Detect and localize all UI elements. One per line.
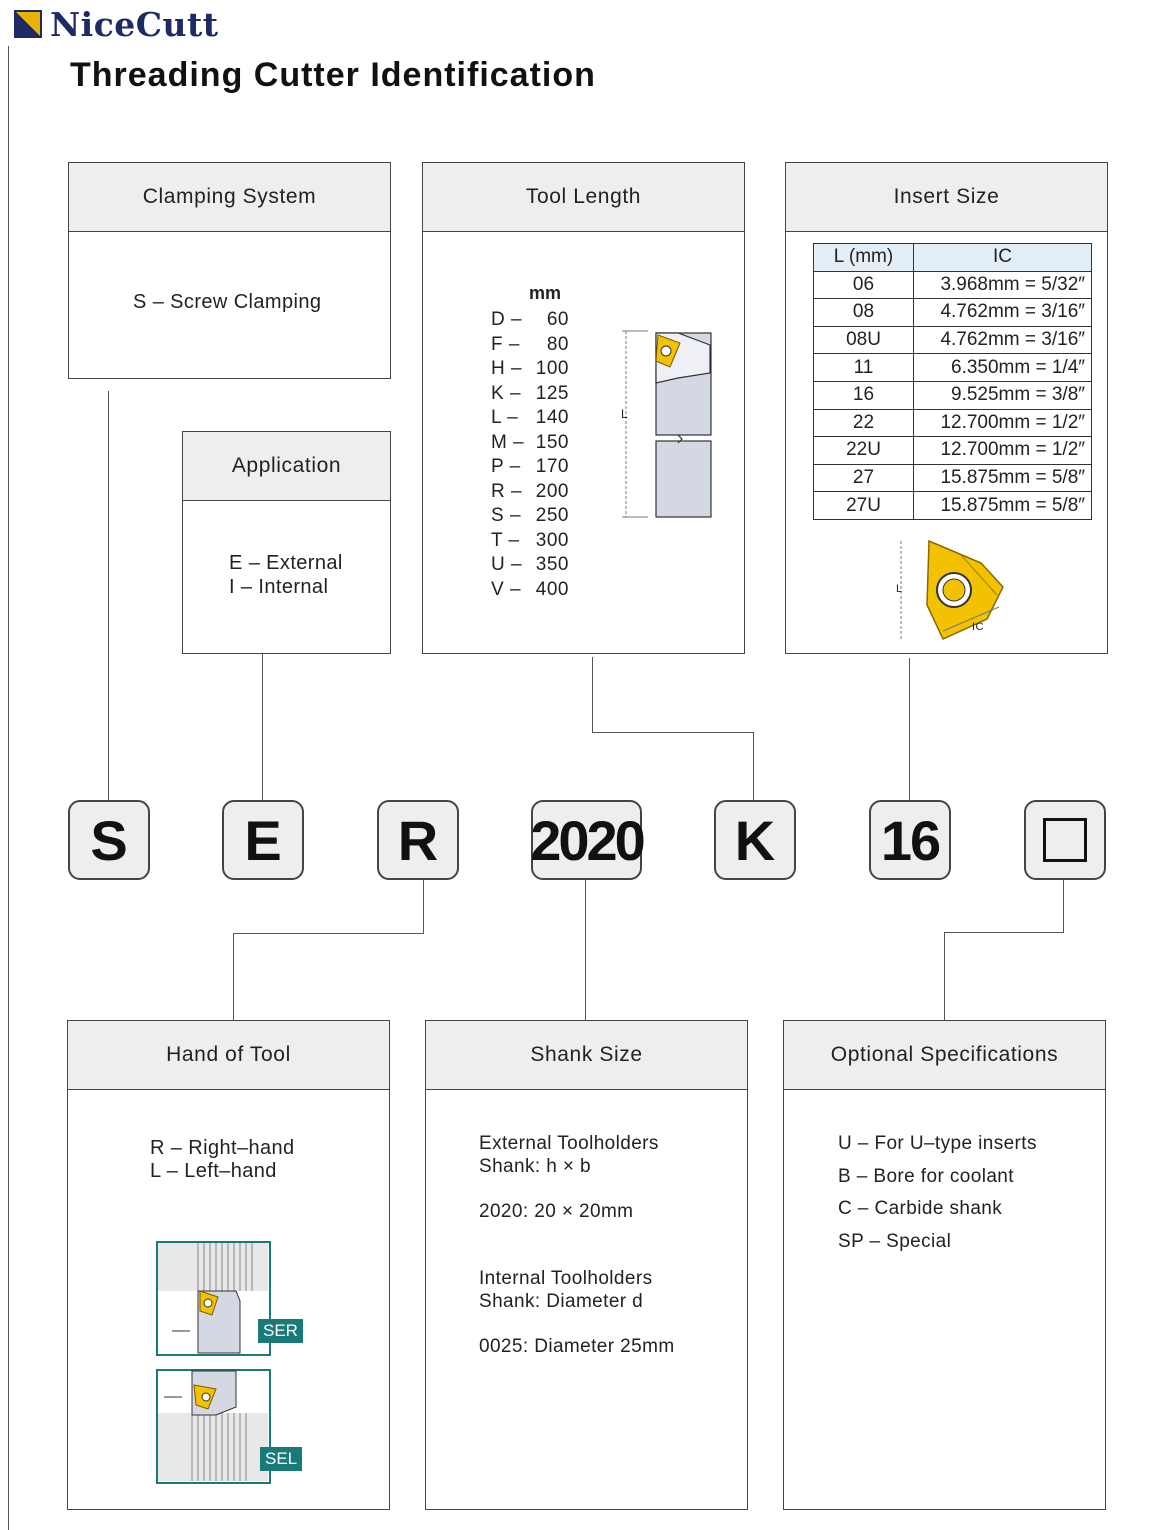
list-item: K – 125: [491, 382, 569, 404]
page-title: Threading Cutter Identification: [70, 56, 596, 94]
list-item: H – 100: [491, 358, 569, 379]
code-part-optional: [1024, 800, 1106, 880]
tool-holder-illustration: [618, 323, 718, 523]
list-item: S – 250: [491, 505, 569, 526]
tool-length-box: [422, 162, 745, 654]
empty-square-icon: [1043, 818, 1087, 862]
list-item: L – 140: [491, 407, 569, 428]
connector-line: [909, 658, 910, 800]
shank-line: External Toolholders: [479, 1133, 659, 1154]
application-item-internal: I – Internal: [229, 576, 329, 598]
table-row: 22U 12.700mm = 1/2″: [814, 437, 1092, 465]
connector-line: [592, 657, 593, 733]
insert-ic-label: IC: [972, 621, 984, 633]
connector-line: [423, 880, 424, 934]
brand-name: NiceCutt: [50, 4, 219, 44]
optional-specifications-heading: Optional Specifications: [784, 1021, 1105, 1090]
insert-illustration: [891, 535, 1011, 645]
clamping-system-box: [68, 162, 391, 379]
column-header-ic: IC: [914, 244, 1092, 272]
shank-size-box: [425, 1020, 748, 1510]
shank-size-heading: Shank Size: [426, 1021, 747, 1090]
ser-illustration: [156, 1241, 272, 1357]
code-part-16: 16: [869, 800, 951, 880]
connector-line: [944, 932, 1064, 933]
hand-item-right: R – Right–hand: [150, 1137, 295, 1159]
connector-line: [753, 732, 754, 800]
connector-line: [592, 732, 754, 733]
connector-line: [1063, 880, 1064, 933]
application-heading: Application: [183, 432, 390, 501]
logo-mark-icon: [14, 10, 42, 38]
list-item: C – Carbide shank: [838, 1198, 1003, 1219]
application-box: [182, 431, 391, 654]
connector-line: [108, 391, 109, 800]
code-part-2020: 2020: [531, 800, 642, 880]
list-item: R – 200: [491, 480, 569, 502]
clamping-item: S – Screw Clamping: [133, 291, 322, 313]
sel-illustration: [156, 1369, 272, 1485]
table-row: 06 3.968mm = 5/32″: [814, 271, 1092, 299]
tool-length-unit: mm: [529, 283, 562, 303]
table-row: 08 4.762mm = 3/16″: [814, 299, 1092, 327]
connector-line: [262, 654, 263, 800]
tool-length-l-label: L: [621, 407, 629, 421]
shank-line: Internal Toolholders: [479, 1268, 653, 1289]
insert-size-heading: Insert Size: [786, 163, 1107, 232]
shank-line: 2020: 20 × 20mm: [479, 1201, 634, 1222]
insert-l-label: L: [896, 583, 903, 595]
table-row: 27U 15.875mm = 5/8″: [814, 492, 1092, 520]
table-row: 22 12.700mm = 1/2″: [814, 409, 1092, 437]
tool-length-list: [491, 309, 569, 603]
clamping-system-heading: Clamping System: [69, 163, 390, 232]
table-row: 27 15.875mm = 5/8″: [814, 464, 1092, 492]
list-item: D – 60: [491, 309, 569, 330]
list-item: F – 80: [491, 333, 569, 355]
list-item: SP – Special: [838, 1230, 952, 1252]
hand-item-left: L – Left–hand: [150, 1160, 277, 1182]
list-item: U – 350: [491, 554, 569, 575]
list-item: M – 150: [491, 431, 569, 453]
list-item: P – 170: [491, 456, 569, 477]
list-item: U – For U–type inserts: [838, 1133, 1037, 1154]
column-header-l: L (mm): [814, 244, 914, 272]
table-row: 16 9.525mm = 3/8″: [814, 381, 1092, 409]
table-row: 11 6.350mm = 1/4″: [814, 354, 1092, 382]
insert-size-box: [785, 162, 1108, 654]
optional-list: [838, 1133, 1037, 1263]
optional-specifications-box: [783, 1020, 1106, 1510]
left-border-line: [8, 46, 9, 1530]
tool-length-heading: Tool Length: [423, 163, 744, 232]
table-header-row: [814, 244, 1092, 272]
shank-line: 0025: Diameter 25mm: [479, 1336, 675, 1357]
brand-logo: [14, 4, 219, 44]
table-row: 08U 4.762mm = 3/16″: [814, 326, 1092, 354]
code-part-k: K: [714, 800, 796, 880]
insert-size-table: [813, 243, 1092, 520]
shank-line: Shank: Diameter d: [479, 1291, 644, 1312]
hand-of-tool-box: [67, 1020, 390, 1510]
code-part-s: S: [68, 800, 150, 880]
list-item: T – 300: [491, 529, 569, 551]
hand-of-tool-heading: Hand of Tool: [68, 1021, 389, 1090]
connector-line: [233, 933, 424, 934]
list-item: V – 400: [491, 578, 569, 600]
application-item-external: E – External: [229, 552, 343, 574]
sel-tag: SEL: [260, 1447, 302, 1471]
connector-line: [233, 933, 234, 1020]
ser-tag: SER: [258, 1319, 303, 1343]
list-item: B – Bore for coolant: [838, 1165, 1014, 1187]
connector-line: [585, 880, 586, 1020]
shank-line: Shank: h × b: [479, 1156, 592, 1177]
code-part-e: E: [222, 800, 304, 880]
connector-line: [944, 932, 945, 1020]
code-part-r: R: [377, 800, 459, 880]
